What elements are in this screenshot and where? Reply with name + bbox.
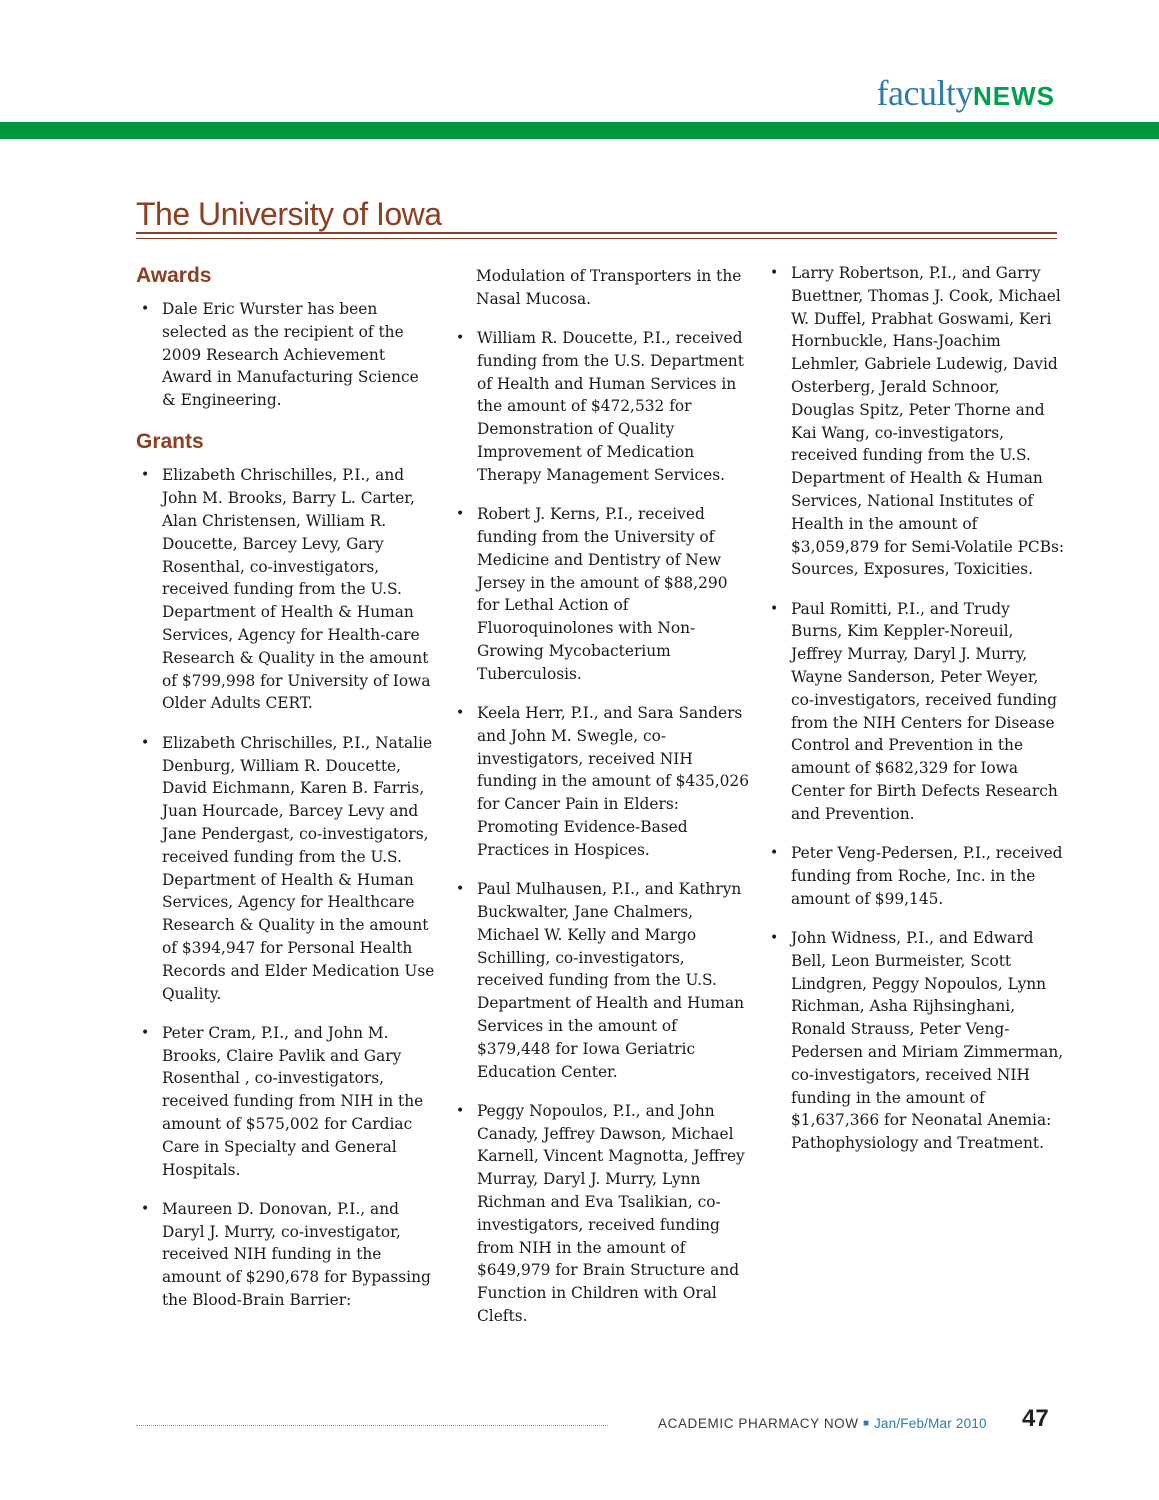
list-item: • Dale Eric Wurster has been selected as the recipient of the 2009 Research Achievement Award in Manufacturing Science & Engineering. [136,298,436,412]
footer-separator: ■ [862,1418,870,1429]
title-rule-thin [136,238,1057,239]
column-1 [136,262,436,1328]
list-item: • John Widness, P.I., and Edward Bell, Leon Burmeister, Scott Lindgren, Peggy Nopoulos, Lynn Richman, Asha Rijhsinghani, Ronald Strauss, Peter Veng-Pedersen and Miriam Zimmerman, co-investigators, received NIH funding in the amount of $1,637,366 for Neonatal Anemia: Pathophysiology and Treatment. [765,927,1065,1155]
grants-list-col3 [765,262,1065,1155]
list-item: • William R. Doucette, P.I., received funding from the U.S. Department of Health and Human Services in the amount of $472,532 for Demonstration of Quality Improvement of Medication Therapy Management Services. [451,327,751,487]
list-item: • Peggy Nopoulos, P.I., and John Canady, Jeffrey Dawson, Michael Karnell, Vincent Magnotta, Jeffrey Murray, Daryl J. Murry, Lynn Richman and Eva Tsalikian, co-investigators, received funding from NIH in the amount of $649,979 for Brain Structure and Function in Children with Oral Clefts. [451,1100,751,1328]
list-item: • Peter Cram, P.I., and John M. Brooks, Claire Pavlik and Gary Rosenthal , co-investigators, received funding from NIH in the amount of $575,002 for Cardiac Care in Specialty and General Hospitals. [136,1022,436,1182]
column-3 [765,262,1065,1171]
list-item: • Larry Robertson, P.I., and Garry Buettner, Thomas J. Cook, Michael W. Duffel, Prabhat Goswami, Keri Hornbuckle, Hans-Joachim Lehmler, Gabriele Ludewig, David Osterberg, Jerald Schnoor, Douglas Spitz, Peter Thorne and Kai Wang, co-investigators, received funding from the U.S. Department of Health & Human Services, National Institutes of Health in the amount of $3,059,879 for Semi-Volatile PCBs: Sources, Exposures, Toxicities. [765,262,1065,581]
list-item: • Paul Romitti, P.I., and Trudy Burns, Kim Keppler-Noreuil, Jeffrey Murray, Daryl J. Murry, Wayne Sanderson, Peter Weyer, co-investigators, received funding from the NIH Centers for Disease Control and Prevention in the amount of $682,329 for Iowa Center for Birth Defects Research and Prevention. [765,598,1065,826]
list-item: • Robert J. Kerns, P.I., received funding from the University of Medicine and Dentistry of New Jersey in the amount of $88,290 for Lethal Action of Fluoroquinolones with Non-Growing Mycobacterium Tuberculosis. [451,503,751,685]
section-title: The University of Iowa [136,196,442,232]
grants-list-col1 [136,464,436,1311]
issue-date: Jan/Feb/Mar 2010 [873,1416,987,1431]
section-masthead [877,72,1055,114]
masthead-prefix: faculty [876,73,973,113]
list-item-continuation: Modulation of Transporters in the Nasal Mucosa. [476,267,742,308]
footer-publication [658,1416,987,1431]
publication-name: ACADEMIC PHARMACY NOW [658,1416,859,1431]
list-item: • Maureen D. Donovan, P.I., and Daryl J. Murry, co-investigator, received NIH funding in the amount of $290,678 for Bypassing the Blood-Brain Barrier: [136,1198,436,1312]
grants-heading: Grants [136,430,204,454]
list-item: • Peter Veng-Pedersen, P.I., received funding from Roche, Inc. in the amount of $99,145. [765,842,1065,910]
page-number: 47 [1022,1405,1049,1432]
list-item: • Elizabeth Chrischilles, P.I., and John M. Brooks, Barry L. Carter, Alan Christensen, William R. Doucette, Barcey Levy, Gary Rosenthal, co-investigators, received funding from the U.S. Department of Health & Human Services, Agency for Health-care Research & Quality in the amount of $799,998 for University of Iowa Older Adults CERT. [136,464,436,715]
header-bar [0,122,1159,139]
awards-heading: Awards [136,264,212,287]
list-item: • Elizabeth Chrischilles, P.I., Natalie Denburg, William R. Doucette, David Eichmann, Karen B. Farris, Juan Hourcade, Barcey Levy and Jane Pendergast, co-investigators, received funding from the U.S. Department of Health & Human Services, Agency for Healthcare Research & Quality in the amount of $394,947 for Personal Health Records and Elder Medication Use Quality. [136,732,436,1006]
title-rule [136,232,1057,234]
grants-list-col2 [451,265,751,1328]
list-item: • Keela Herr, P.I., and Sara Sanders and John M. Swegle, co-investigators, received NIH funding in the amount of $435,026 for Cancer Pain in Elders: Promoting Evidence-Based Practices in Hospices. [451,702,751,862]
list-item: • Paul Mulhausen, P.I., and Kathryn Buckwalter, Jane Chalmers, Michael W. Kelly and Margo Schilling, co-investigators, received funding from the U.S. Department of Health and Human Services in the amount of $379,448 for Iowa Geriatric Education Center. [451,878,751,1083]
footer-divider [136,1425,608,1426]
masthead-suffix: NEWS [973,81,1055,111]
column-2 [451,262,751,1344]
awards-list [136,298,436,412]
